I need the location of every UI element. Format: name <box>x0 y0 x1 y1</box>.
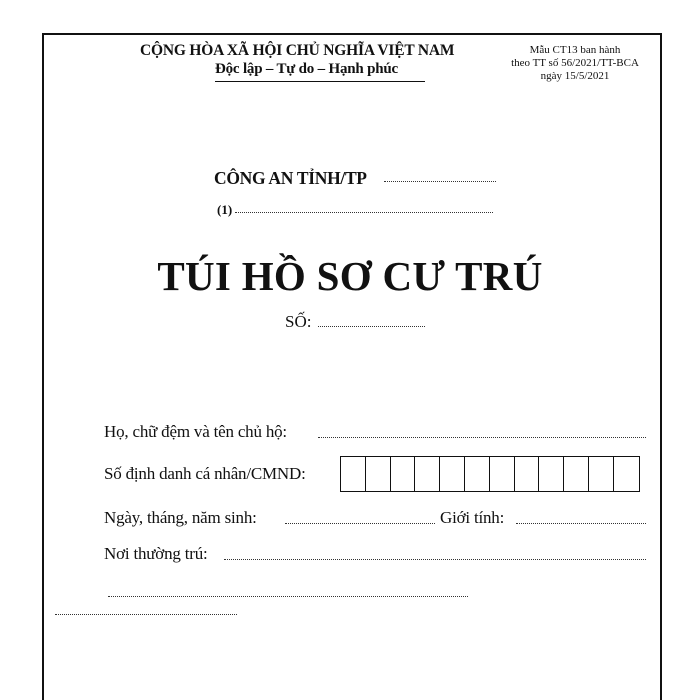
household-head-field[interactable] <box>318 437 646 438</box>
gender-label: Giới tính: <box>440 508 505 527</box>
police-field[interactable] <box>384 181 496 182</box>
id-digit-box[interactable] <box>341 457 366 491</box>
nation-heading: CỘNG HÒA XÃ HỘI CHỦ NGHĨA VIỆT NAM <box>140 42 455 59</box>
permanent-residence-field[interactable] <box>224 559 646 560</box>
document-frame <box>42 33 662 700</box>
id-digit-box[interactable] <box>490 457 515 491</box>
id-digit-box[interactable] <box>614 457 639 491</box>
id-digit-box[interactable] <box>391 457 416 491</box>
form-note <box>500 44 650 83</box>
personal-id-boxes[interactable] <box>340 456 640 492</box>
motto-underline <box>215 81 425 82</box>
form-note-line-1: Mẫu CT13 ban hành <box>529 44 621 56</box>
permanent-residence-label: Nơi thường trú: <box>104 544 208 563</box>
birth-date-label: Ngày, tháng, năm sinh: <box>104 508 257 527</box>
household-head-label: Họ, chữ đệm và tên chủ hộ: <box>104 422 287 441</box>
id-digit-box[interactable] <box>366 457 391 491</box>
police-label: CÔNG AN TỈNH/TP <box>214 168 367 188</box>
id-digit-box[interactable] <box>539 457 564 491</box>
number-label: SỐ: <box>285 312 312 331</box>
id-digit-box[interactable] <box>589 457 614 491</box>
permanent-residence-field-line-3[interactable] <box>55 614 237 615</box>
personal-id-label: Số định danh cá nhân/CMND: <box>104 464 306 483</box>
unit-label: (1) <box>217 202 233 217</box>
id-digit-box[interactable] <box>440 457 465 491</box>
form-note-line-3: ngày 15/5/2021 <box>540 70 610 82</box>
number-field[interactable] <box>318 326 425 327</box>
id-digit-box[interactable] <box>564 457 589 491</box>
document-title: TÚI HỒ SƠ CƯ TRÚ <box>157 253 543 299</box>
permanent-residence-field-line-2[interactable] <box>108 596 468 597</box>
gender-field[interactable] <box>516 523 646 524</box>
motto: Độc lập – Tự do – Hạnh phúc <box>215 61 398 77</box>
id-digit-box[interactable] <box>415 457 440 491</box>
unit-field[interactable] <box>235 212 493 213</box>
id-digit-box[interactable] <box>465 457 490 491</box>
form-note-line-2: theo TT số 56/2021/TT-BCA <box>511 57 639 69</box>
id-digit-box[interactable] <box>515 457 540 491</box>
birth-date-field[interactable] <box>285 523 435 524</box>
